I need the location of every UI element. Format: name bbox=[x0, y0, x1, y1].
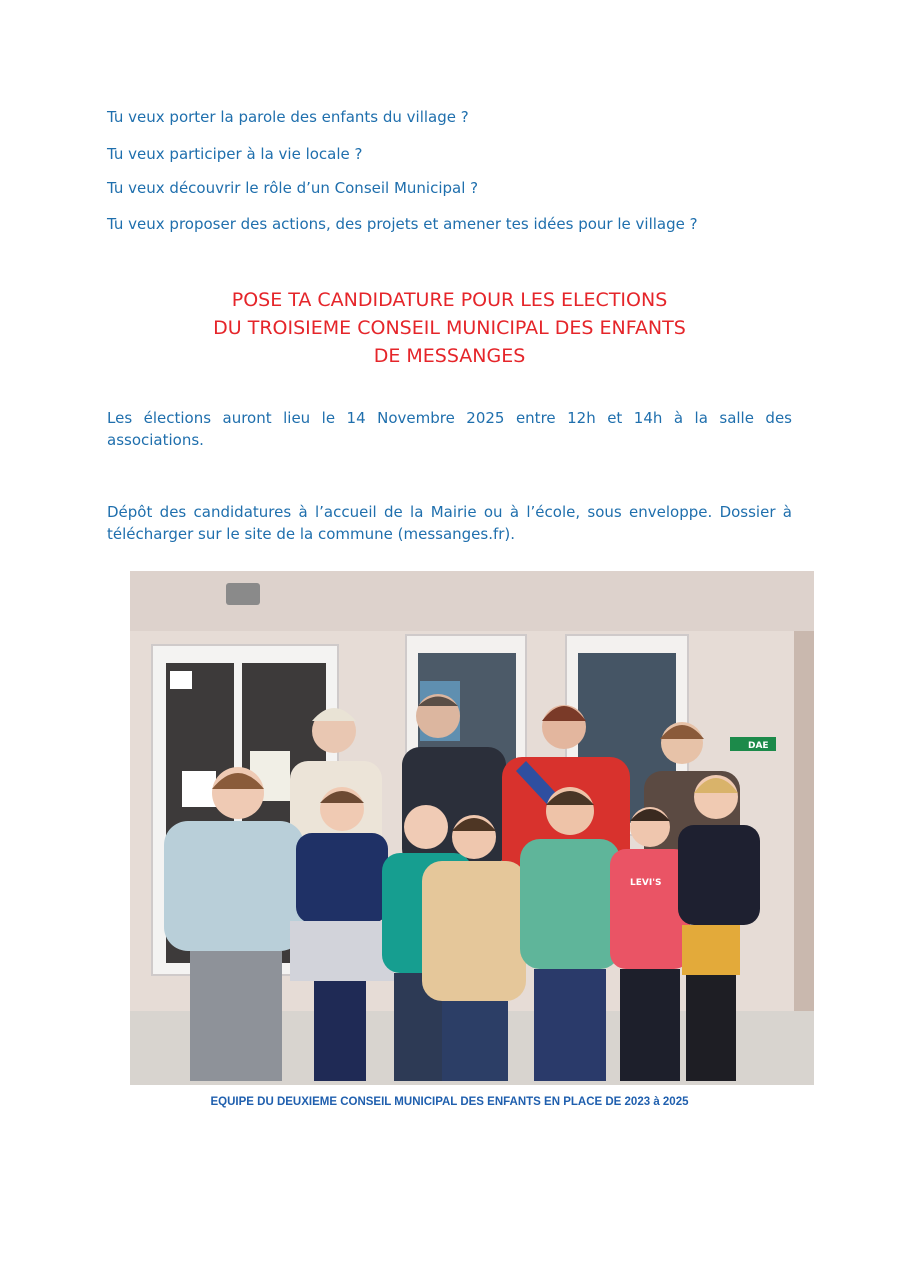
headline-line-2: DU TROISIEME CONSEIL MUNICIPAL DES ENFANTS bbox=[213, 317, 686, 339]
group-photo bbox=[130, 571, 814, 1085]
question-4: Tu veux proposer des actions, des projets et amener tes idées pour le village ? bbox=[107, 215, 698, 233]
deposit-paragraph: Dépôt des candidatures à l’accueil de la Mairie ou à l’école, sous enveloppe. Dossier à télécharger sur le site de la commune (messanges.fr). bbox=[107, 503, 792, 543]
headline bbox=[0, 286, 899, 370]
question-2: Tu veux participer à la vie locale ? bbox=[107, 145, 363, 163]
elections-paragraph: Les élections auront lieu le 14 Novembre 2025 entre 12h et 14h à la salle des associations. bbox=[107, 409, 792, 449]
question-3: Tu veux découvrir le rôle d’un Conseil Municipal ? bbox=[107, 179, 479, 197]
question-1: Tu veux porter la parole des enfants du village ? bbox=[107, 108, 469, 126]
floodlight bbox=[226, 583, 260, 605]
group-photo-illustration bbox=[130, 571, 814, 1085]
dae-sign-text: DAE bbox=[748, 741, 769, 751]
headline-line-3: DE MESSANGES bbox=[373, 345, 526, 367]
headline-line-1: POSE TA CANDIDATURE POUR LES ELECTIONS bbox=[231, 289, 668, 311]
shirt-text: LEVI'S bbox=[630, 878, 662, 888]
photo-caption: EQUIPE DU DEUXIEME CONSEIL MUNICIPAL DES ENFANTS EN PLACE DE 2023 à 2025 bbox=[210, 1096, 689, 1108]
